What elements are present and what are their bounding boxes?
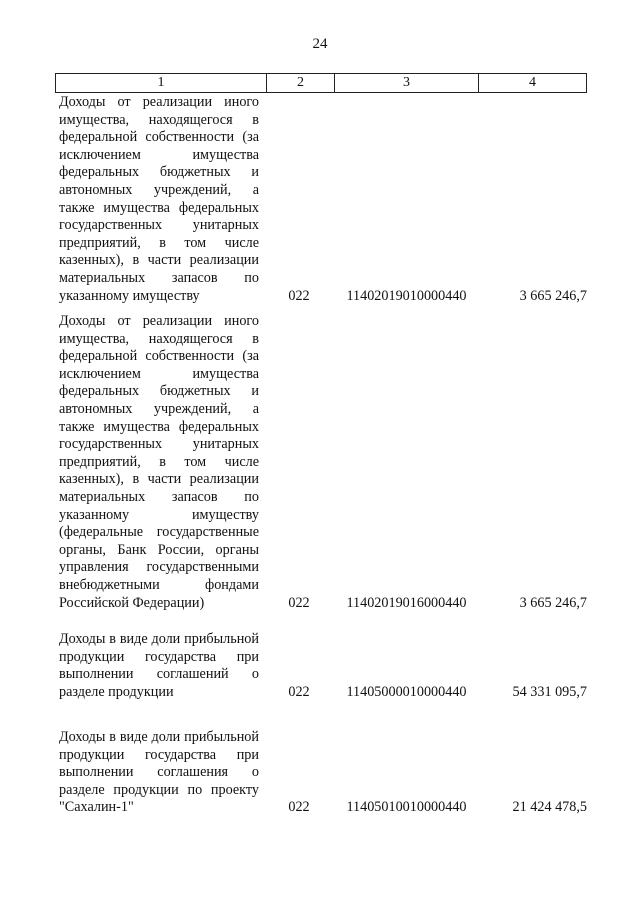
column-header-3: 3 bbox=[334, 74, 478, 92]
table-header bbox=[55, 73, 587, 93]
row-amount: 3 665 246,7 bbox=[519, 287, 587, 304]
table-row bbox=[59, 729, 587, 817]
column-header-4: 4 bbox=[478, 74, 587, 92]
row-description: Доходы от реализации иного имущества, находящегося в федеральной собственности (за исключением имущества федеральных бюджетных и автономных учреждений, а также имущества федеральных государственных унитарных предприятий, в том числе казенных), в части реализации материальных запасов по указанному имуществу bbox=[59, 94, 259, 304]
row-amount: 54 331 095,7 bbox=[512, 683, 587, 700]
row-description: Доходы от реализации иного имущества, находящегося в федеральной собственности (за исключением имущества федеральных бюджетных и автономных учреждений, а также имущества федеральных государственных унитарных предприятий, в том числе казенных), в части реализации материальных запасов по указанному имуществу (федеральные государственные органы, Банк России, органы управления государственными внебюджетными фондами Российской Федерации) bbox=[59, 313, 259, 611]
row-admin-code: 022 bbox=[288, 799, 310, 816]
column-header-1: 1 bbox=[55, 74, 266, 92]
table-row bbox=[59, 631, 587, 701]
page-number: 24 bbox=[312, 36, 328, 52]
row-admin-code: 022 bbox=[288, 683, 310, 700]
table-row bbox=[59, 313, 587, 612]
row-kbk-code: 11402019010000440 bbox=[346, 287, 467, 304]
row-amount: 3 665 246,7 bbox=[519, 594, 587, 611]
row-admin-code: 022 bbox=[288, 287, 310, 304]
row-kbk-code: 11405010010000440 bbox=[346, 799, 467, 816]
row-amount: 21 424 478,5 bbox=[512, 799, 587, 816]
row-description: Доходы в виде доли прибыльной продукции государства при выполнении соглашения о разделе продукции по проекту "Сахалин-1" bbox=[59, 729, 259, 816]
row-kbk-code: 11405000010000440 bbox=[346, 683, 467, 700]
column-header-2: 2 bbox=[266, 74, 334, 92]
row-admin-code: 022 bbox=[288, 594, 310, 611]
table-row bbox=[59, 94, 587, 305]
row-description: Доходы в виде доли прибыльной продукции государства при выполнении соглашений о разделе продукции bbox=[59, 631, 259, 700]
row-kbk-code: 11402019016000440 bbox=[346, 594, 467, 611]
